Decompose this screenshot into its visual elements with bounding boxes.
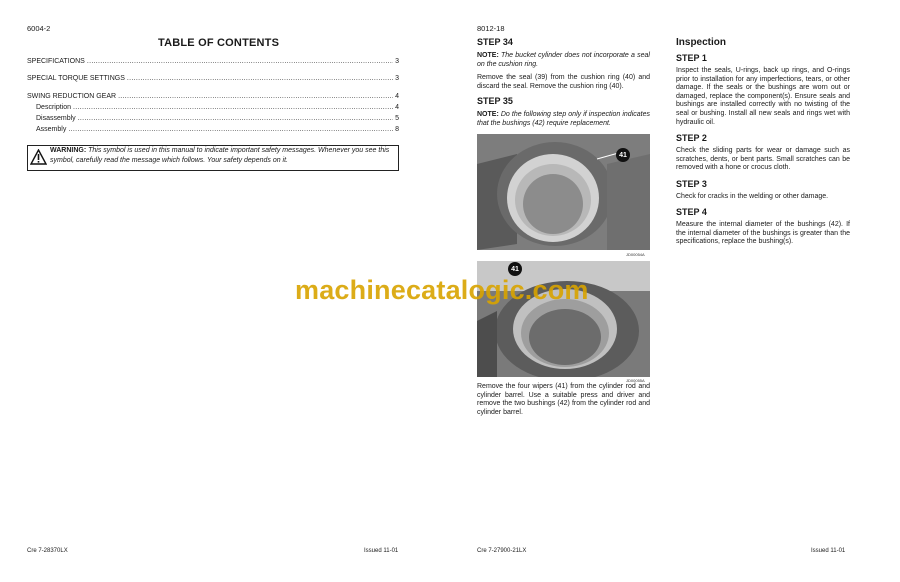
photo-2-caption: JD00055A	[626, 378, 645, 383]
step-4-body: Measure the internal diameter of the bushings (42). If the internal diameter of the bushings is greater than the specifications, replace the bushing(s).	[676, 221, 850, 246]
left-page-number: 6004-2	[27, 24, 51, 33]
left-footer-doc: Cre 7-28370LX	[27, 548, 68, 554]
wiper-removal-text: Remove the four wipers (41) from the cylinder rod and cylinder barrel. Use a suitable press and driver and remove the two bushings (42) from the cylinder rod and cylinder barrel.	[477, 383, 650, 416]
step-4-heading: STEP 4	[676, 207, 707, 217]
photo-1-caption: JD00054A	[626, 252, 645, 257]
step-35-heading: STEP 35	[477, 96, 513, 106]
toc-item[interactable]: SPECIAL TORQUE SETTINGS ..... 3	[27, 75, 399, 82]
step-3-body: Check for cracks in the welding or other damage.	[676, 193, 829, 200]
step-34-heading: STEP 34	[477, 37, 513, 47]
toc-item[interactable]: Disassembly ..... 5	[36, 115, 399, 122]
step-34-body: Remove the seal (39) from the cushion ring (40) and discard the seal. Remove the cushion ring (40).	[477, 74, 650, 90]
right-page-number: 8012-18	[477, 24, 505, 33]
step-1-heading: STEP 1	[676, 53, 707, 63]
step-2-body: Check the sliding parts for wear or damage such as scratches, dents, or bent parts. Small scratches can be removed with a hone or crocus cloth.	[676, 147, 850, 172]
watermark: machinecatalogic.com	[295, 275, 589, 305]
right-footer-issued: Issued 11-01	[811, 548, 846, 554]
step-2-heading: STEP 2	[676, 133, 707, 143]
step-34-note: NOTE: The bucket cylinder does not incorporate a seal on the cushion ring.	[477, 52, 650, 68]
toc-item[interactable]: SPECIFICATIONS ..... 3	[27, 58, 399, 65]
step-3-heading: STEP 3	[676, 179, 707, 189]
part-41-callout: 41	[616, 148, 630, 162]
right-footer-doc: Cre 7-27900-21LX	[477, 548, 527, 554]
warning-text: This symbol is used in this manual to indicate important safety messages. Whenever you see this symbol, carefully read the message which follows. Your safety depends on it.	[50, 147, 390, 164]
toc-item[interactable]: SWING REDUCTION GEAR ..... 4	[27, 93, 399, 100]
warning-message	[50, 146, 394, 165]
warning-label: WARNING:	[50, 147, 87, 154]
toc-title: TABLE OF CONTENTS	[158, 37, 280, 49]
part-41-callout: 41	[508, 262, 522, 276]
inspection-heading: Inspection	[676, 37, 727, 48]
toc-item[interactable]: Description ..... 4	[36, 104, 399, 111]
warning-triangle-icon	[30, 149, 47, 165]
step-35-note: NOTE: Do the following step only if inspection indicates that the bushings (42) require replacement.	[477, 111, 650, 127]
toc-item[interactable]: Assembly ..... 8	[36, 126, 399, 133]
step-1-body: Inspect the seals, U-rings, back up rings, and O-rings prior to installation for any imperfections, tears, or other damage. If the seals or the bushings are worn out or damaged, replace the component(s). Ensure seals and bushings are installed correctly with no twisting of the seal or bushing. Install all new seals and rings wet with hydraulic oil.	[676, 67, 850, 126]
left-footer-issued: Issued 11-01	[364, 548, 399, 554]
